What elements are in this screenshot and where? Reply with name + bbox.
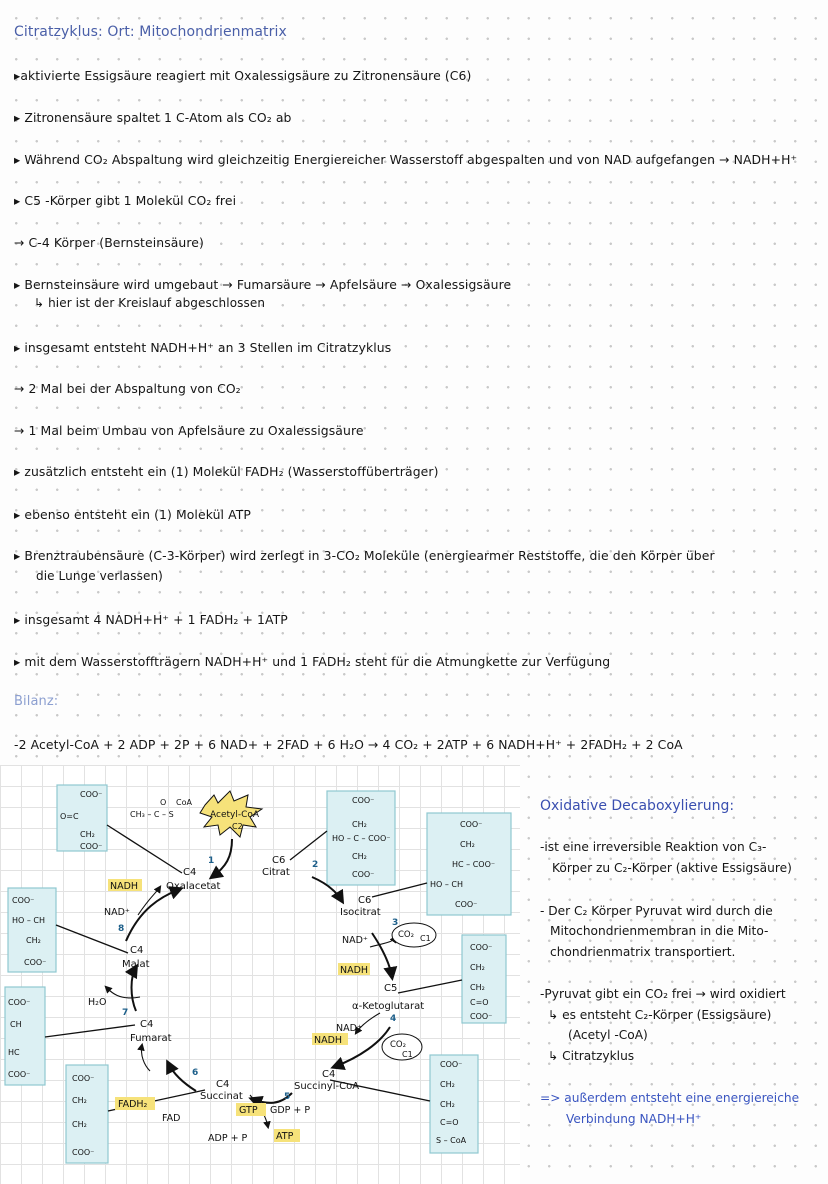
struct-label: HO – CH [12,916,45,925]
note-line: ▸ insgesamt 4 NADH+H⁺ + 1 FADH₂ + 1ATP [14,612,288,627]
bilanz-label: Bilanz: [14,694,59,709]
note-line: → 2 Mal bei der Abspaltung von CO₂ [14,381,241,396]
oxidative-title: Oxidative Decaboxylierung: [540,798,735,814]
oxidative-line: (Acetyl -CoA) [568,1028,648,1042]
step-number: 8 [118,924,125,934]
atp-label: ATP [276,1131,294,1142]
c1-label: C1 [420,934,431,943]
nad-label: NAD⁺ [336,1023,362,1034]
c4-label: C4 [140,1019,154,1030]
malat-label: Malat [122,959,150,970]
oxidative-line: -ist eine irreversible Reaktion von C₃- [540,840,767,854]
co2-label: CO₂ [398,930,415,940]
nad-label: NAD⁺ [342,935,368,946]
c6-label: C6 [358,895,372,906]
step-number: 2 [312,860,319,870]
struct-label: COO⁻ [352,796,375,805]
step-number: 4 [390,1014,397,1024]
note-line: ▸ Zitronensäure spaltet 1 C-Atom als CO₂ ab [14,110,292,125]
struct-label: CH₂ [460,840,475,849]
fumarat-label: Fumarat [130,1033,172,1044]
oxalacetat-label: Oxalacetat [166,881,221,892]
struct-label: CH₂ [26,936,41,945]
succinat-label: Succinat [200,1091,243,1102]
citrate-cycle-diagram [0,765,520,1184]
citrat-label: Citrat [262,867,290,878]
note-line: ▸ Brenztraubensäure (C-3-Körper) wird zerlegt in 3-CO₂ Moleküle (energiearmer Reststoffe, die den Körper über [14,548,715,563]
h2o-label: H₂O [88,997,107,1008]
step-number: 7 [122,1008,129,1018]
struct-label: COO⁻ [80,790,103,799]
struct-label: COO⁻ [8,1070,31,1079]
struct-label: CH₂ [470,963,485,972]
note-line: → C-4 Körper (Bernsteinsäure) [14,235,204,250]
oxidative-line: Mitochondrienmembran in die Mito- [550,924,769,938]
struct-label: CH₂ [440,1100,455,1109]
struct-label: C=O [440,1118,459,1127]
struct-label: COO⁻ [8,998,31,1007]
note-line: ▸ Bernsteinsäure wird umgebaut → Fumarsäure → Apfelsäure → Oxalessigsäure [14,277,512,292]
c6-label: C6 [272,855,286,866]
c5-label: C5 [384,983,398,994]
page-title: Citratzyklus: Ort: Mitochondrienmatrix [14,24,287,40]
step-number: 5 [284,1092,291,1102]
struct-label: CH₂ [352,820,367,829]
oxidative-line: -Pyruvat gibt ein CO₂ frei → wird oxidiert [540,987,786,1001]
struct-label: C=O [470,998,489,1007]
struct-label: COO⁻ [470,943,493,952]
c4-label: C4 [183,867,197,878]
note-line: ▸ mit dem Wasserstoffträgern NADH+H⁺ und 1 FADH₂ steht für die Atmungkette zur Verfügung [14,654,611,669]
nadh-label: NADH [314,1035,343,1046]
struct-label: CH₂ [440,1080,455,1089]
adp-label: ADP + P [208,1133,248,1144]
succinylcoa-label: Succinyl-CoA [294,1081,360,1092]
ketoglutarat-label: α-Ketoglutarat [352,1001,425,1012]
nadh-label: NADH [340,965,369,976]
note-line: → 1 Mal beim Umbau von Apfelsäure zu Oxalessigsäure [14,423,364,438]
struct-label: HC [8,1048,20,1057]
fadh2-label: FADH₂ [118,1099,148,1110]
oxidative-line: => außerdem entsteht eine energiereiche [540,1091,800,1105]
struct-label: CH₂ [72,1120,87,1129]
gtp-label: GTP [239,1105,258,1116]
note-line: ▸ insgesamt entsteht NADH+H⁺ an 3 Stellen im Citratzyklus [14,340,392,355]
nadh-label: NADH [110,881,139,892]
struct-label: CH₂ [470,983,485,992]
acetyl-formula: CH₃ – C – S [130,810,174,819]
struct-label: HO – CH [430,880,463,889]
struct-label: CH₂ [352,852,367,861]
struct-label: COO⁻ [455,900,478,909]
oxidative-line: Körper zu C₂-Körper (aktive Essigsäure) [552,861,792,875]
struct-label: CH [10,1020,22,1029]
struct-label: COO⁻ [80,842,103,851]
note-line: ▸ C5 -Körper gibt 1 Molekül CO₂ frei [14,193,237,208]
struct-label: COO⁻ [72,1074,95,1083]
acetyl-c2-label: C2 [232,822,243,831]
acetyl-coa-label: CoA [176,798,192,807]
struct-label: COO⁻ [12,896,35,905]
nad-label: NAD⁺ [104,907,130,918]
acetyl-coa-label: Acetyl-CoA [210,810,260,820]
note-line: ▸ Während CO₂ Abspaltung wird gleichzeitig Energiereicher Wasserstoff abgespalten und von NAD aufgefangen → NADH+H⁺ [14,152,798,167]
struct-label: COO⁻ [440,1060,463,1069]
oxidative-line: Verbindung NADH+H⁺ [566,1112,702,1126]
struct-label: COO⁻ [352,870,375,879]
fad-label: FAD [162,1113,181,1124]
c4-label: C4 [322,1069,336,1080]
oxidative-line: chondrienmatrix transportiert. [550,945,736,959]
co2-label: CO₂ [390,1040,407,1050]
step-number: 3 [392,918,399,928]
note-line: ↳ hier ist der Kreislauf abgeschlossen [34,296,266,310]
struct-label: COO⁻ [72,1148,95,1157]
struct-label: O=C [60,812,79,821]
struct-label: CH₂ [80,830,95,839]
note-line: ▸ zusätzlich entsteht ein (1) Molekül FADH₂ (Wasserstoffüberträger) [14,464,439,479]
c4-label: C4 [216,1079,230,1090]
struct-label: HO – C – COO⁻ [332,834,391,843]
note-line: die Lunge verlassen) [36,569,163,583]
struct-label: COO⁻ [24,958,47,967]
gdp-label: GDP + P [270,1105,311,1116]
oxidative-line: ↳ es entsteht C₂-Körper (Essigsäure) [548,1008,772,1022]
isocitrat-label: Isocitrat [340,907,381,918]
step-number: 6 [192,1068,199,1078]
acetyl-o: O [160,798,167,807]
note-line: ▸aktivierte Essigsäure reagiert mit Oxalessigsäure zu Zitronensäure (C6) [14,68,472,83]
step-number: 1 [208,856,215,866]
struct-label: S – CoA [436,1136,467,1145]
bilanz-equation: -2 Acetyl-CoA + 2 ADP + 2P + 6 NAD+ + 2FAD + 6 H₂O → 4 CO₂ + 2ATP + 6 NADH+H⁺ + 2FADH₂ + 2 CoA [14,737,683,752]
struct-label: CH₂ [72,1096,87,1105]
struct-label: HC – COO⁻ [452,860,496,869]
c4-label: C4 [130,945,144,956]
note-line: ▸ ebenso entsteht ein (1) Molekül ATP [14,507,251,522]
oxidative-line: ↳ Citratzyklus [548,1049,635,1063]
c1-label: C1 [402,1050,413,1059]
struct-label: COO⁻ [470,1012,493,1021]
oxidative-line: - Der C₂ Körper Pyruvat wird durch die [540,904,773,918]
struct-label: COO⁻ [460,820,483,829]
